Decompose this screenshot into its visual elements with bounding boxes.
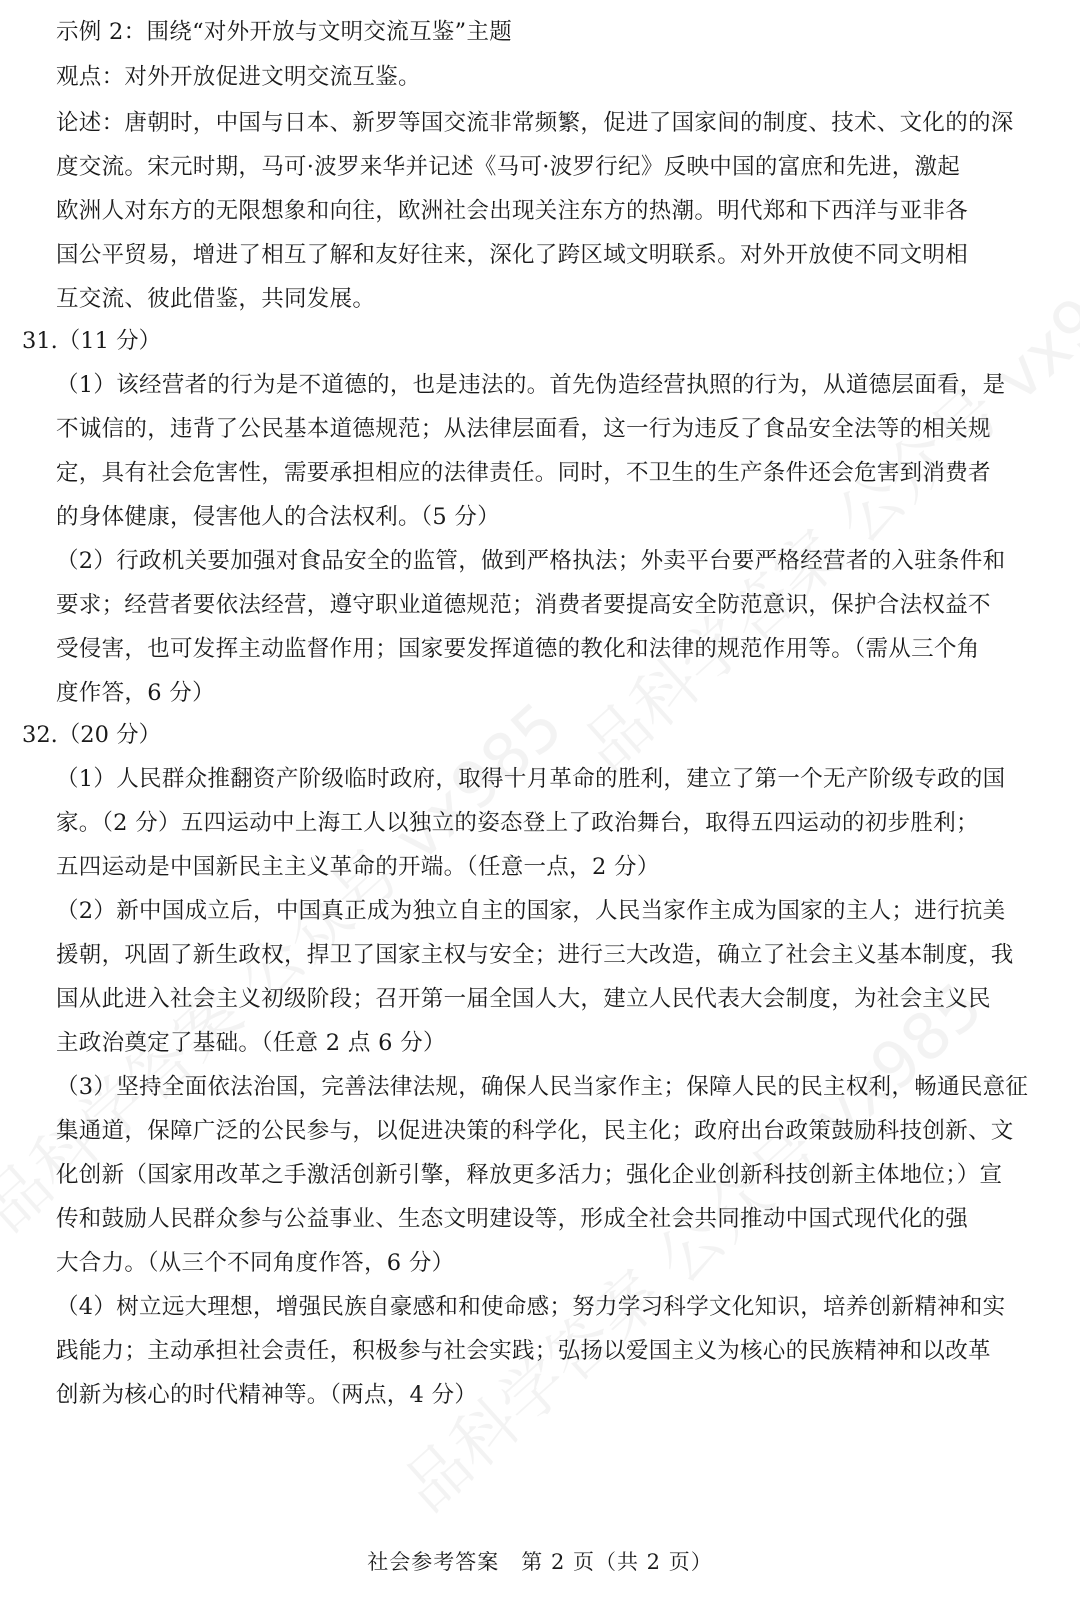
discussion-line: 度交流。宋元时期，马可·波罗来华并记述《马可·波罗行纪》反映中国的富庶和先进，激起 [56, 154, 961, 180]
answer-32-1-line: （1）人民群众推翻资产阶级临时政府，取得十月革命的胜利，建立了第一个无产阶级专政的国 [56, 766, 1006, 792]
answer-31-2-line: （2）行政机关要加强对食品安全的监管，做到严格执法；外卖平台要严格经营者的入驻条件和 [56, 548, 1006, 574]
discussion-line: 国公平贸易，增进了相互了解和友好往来，深化了跨区域文明联系。对外开放使不同文明相 [56, 242, 969, 268]
question-number-32: 32.（20 分） [22, 722, 162, 748]
answer-31-2-line: 要求；经营者要依法经营，遵守职业道德规范；消费者要提高安全防范意识，保护合法权益不 [56, 592, 991, 618]
answer-32-3-line: （3）坚持全面依法治国，完善法律法规，确保人民当家作主；保障人民的民主权利，畅通民意征 [56, 1074, 1029, 1100]
answer-31-2-line: 受侵害，也可发挥主动监督作用；国家要发挥道德的教化和法律的规范作用等。（需从三个角 [56, 636, 980, 662]
answer-31-1-line: （1）该经营者的行为是不道德的，也是违法的。首先伪造经营执照的行为，从道德层面看，是 [56, 372, 1006, 398]
answer-31-1-line: 定，具有社会危害性，需要承担相应的法律责任。同时，不卫生的生产条件还会危害到消费者 [56, 460, 991, 486]
answer-31-1-line: 的身体健康，侵害他人的合法权利。（5 分） [56, 504, 501, 530]
answer-32-4-line: （4）树立远大理想，增强民族自豪感和和使命感；努力学习科学文化知识，培养创新精神和实 [56, 1294, 1006, 1320]
answer-32-3-line: 大合力。（从三个不同角度作答，6 分） [56, 1250, 455, 1276]
answer-32-2-line: 援朝，巩固了新生政权，捍卫了国家主权与安全；进行三大改造，确立了社会主义基本制度，我 [56, 942, 1014, 968]
viewpoint-line: 观点：对外开放促进文明交流互鉴。 [56, 64, 421, 90]
answer-32-4-line: 创新为核心的时代精神等。（两点，4 分） [56, 1382, 478, 1408]
answer-31-1-line: 不诚信的，违背了公民基本道德规范；从法律层面看，这一行为违反了食品安全法等的相关规 [56, 416, 991, 442]
watermark [380, 958, 999, 1529]
discussion-line: 互交流、彼此借鉴，共同发展。 [56, 286, 376, 312]
answer-31-2-line: 度作答，6 分） [56, 680, 215, 706]
answer-32-1-line: 家。（2 分）五四运动中上海工人以独立的姿态登上了政治舞台，取得五四运动的初步胜利； [56, 810, 979, 836]
discussion-line: 论述：唐朝时，中国与日本、新罗等国交流非常频繁，促进了国家间的制度、技术、文化的的深 [56, 110, 1014, 136]
answer-32-3-line: 传和鼓励人民群众参与公益事业、生态文明建设等，形成全社会共同推动中国式现代化的强 [56, 1206, 969, 1232]
question-number-31: 31.（11 分） [22, 328, 162, 354]
answer-32-3-line: 化创新（国家用改革之手激活创新引擎，释放更多活力；强化企业创新科技创新主体地位；）宣 [56, 1162, 1003, 1188]
answer-32-1-line: 五四运动是中国新民主主义革命的开端。（任意一点，2 分） [56, 854, 660, 880]
discussion-line: 欧洲人对东方的无限想象和向往，欧洲社会出现关注东方的热潮。明代郑和下西洋与亚非各 [56, 198, 969, 224]
watermark [560, 218, 1080, 789]
answer-32-2-line: （2）新中国成立后，中国真正成为独立自主的国家，人民当家作主成为国家的主人；进行抗美 [56, 898, 1006, 924]
answer-32-3-line: 集通道，保障广泛的公民参与，以促进决策的科学化，民主化；政府出台政策鼓励科技创新、文 [56, 1118, 1014, 1144]
answer-32-2-line: 主政治奠定了基础。（任意 2 点 6 分） [56, 1030, 446, 1056]
page-footer: 社会参考答案 第 2 页（共 2 页） [367, 1550, 713, 1574]
example-heading: 示例 2：围绕“对外开放与文明交流互鉴”主题 [56, 19, 513, 45]
answer-32-4-line: 践能力；主动承担社会责任，积极参与社会实践；弘扬以爱国主义为核心的民族精神和以改革 [56, 1338, 991, 1364]
answer-32-2-line: 国从此进入社会主义初级阶段；召开第一届全国人大，建立人民代表大会制度，为社会主义民 [56, 986, 991, 1012]
